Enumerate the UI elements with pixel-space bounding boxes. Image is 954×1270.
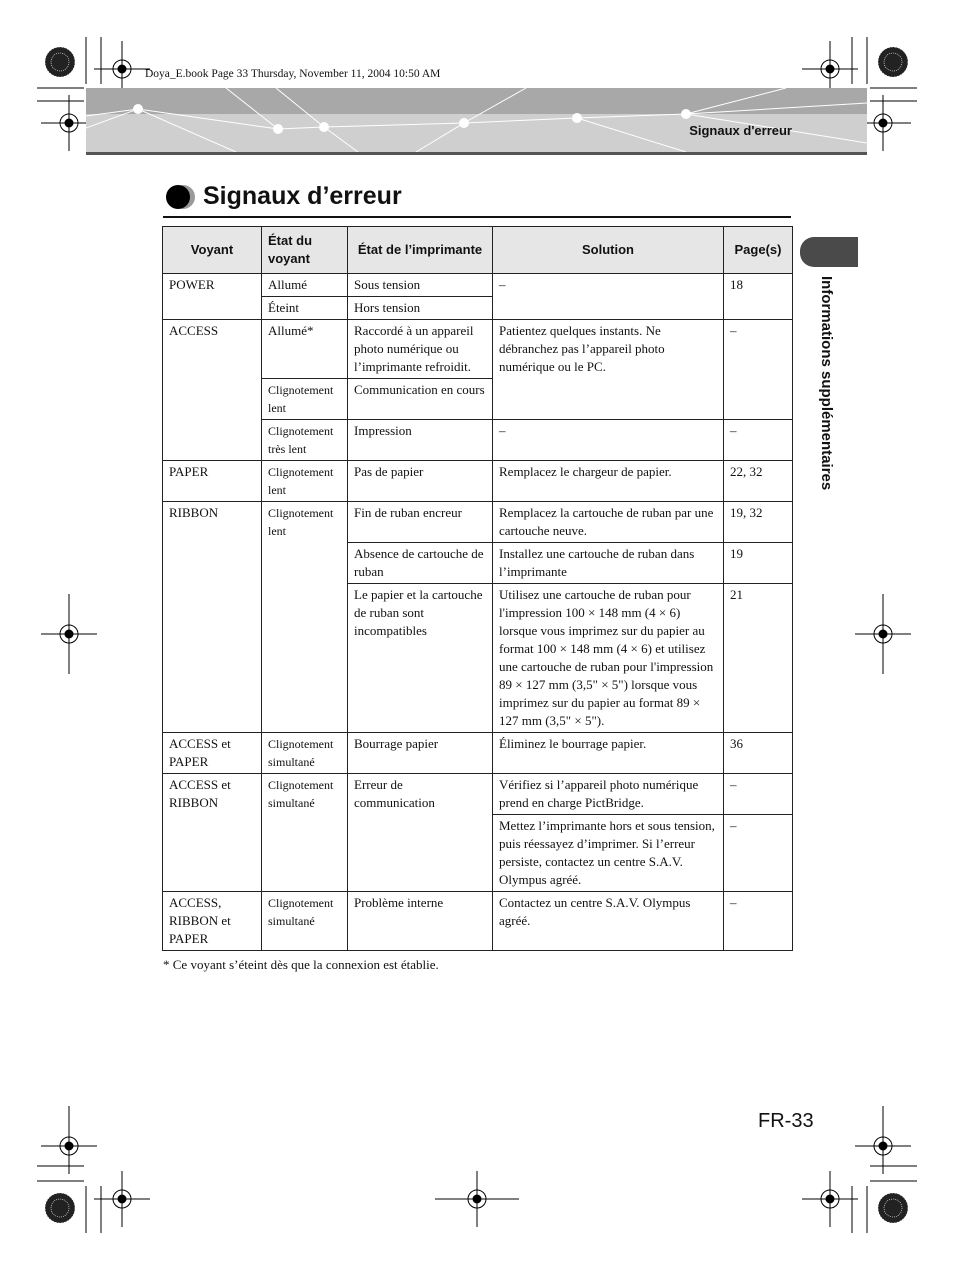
table-cell: Absence de cartouche de ruban (348, 543, 493, 584)
table-cell: Vérifiez si l’appareil photo numérique prend en charge PictBridge. (493, 774, 724, 815)
table-cell: 19, 32 (724, 502, 793, 543)
table-row (163, 320, 793, 379)
table-cell: ACCESS et RIBBON (163, 774, 262, 892)
table-cell: – (724, 774, 793, 815)
table-cell: RIBBON (163, 502, 262, 733)
table-cell: 21 (724, 584, 793, 733)
table-row (163, 274, 793, 297)
table-row (163, 502, 793, 543)
table-cell: 19 (724, 543, 793, 584)
print-info: Doya_E.book Page 33 Thursday, November 11, 2004 10:50 AM (145, 68, 441, 80)
table-cell: Utilisez une cartouche de ruban pour l'impression 100 × 148 mm (4 × 6) lorsque vous imprimez sur du papier au format 100 × 148 mm (4 × 6) et utilisez une cartouche de ruban pour l'impression 89 × 127 mm (3,5" × 5") lorsque vous imprimez sur du papier au format 89 × 127 mm (3,5" × 5"). (493, 584, 724, 733)
title-bar (163, 180, 791, 218)
table-cell: Éteint (262, 297, 348, 320)
table-cell: Mettez l’imprimante hors et sous tension, puis réessayez d’imprimer. Si l’erreur persiste, contactez un centre S.A.V. Olympus agréé. (493, 815, 724, 892)
table-cell: Allumé (262, 274, 348, 297)
table-cell: Allumé* (262, 320, 348, 379)
table-cell: – (724, 320, 793, 420)
header-band (86, 88, 867, 152)
table-cell: Erreur de communication (348, 774, 493, 892)
table-cell: Éliminez le bourrage papier. (493, 733, 724, 774)
table-cell: Communication en cours (348, 379, 493, 420)
table-cell: – (493, 274, 724, 320)
table-cell: Fin de ruban encreur (348, 502, 493, 543)
table-cell: Problème interne (348, 892, 493, 951)
table-cell: – (724, 815, 793, 892)
table-cell: – (493, 420, 724, 461)
table-cell: Clignotement simultané (262, 774, 348, 892)
table-cell: Patientez quelques instants. Ne débranchez pas l’appareil photo numérique ou le PC. (493, 320, 724, 420)
table-cell: Impression (348, 420, 493, 461)
table-cell: – (724, 420, 793, 461)
table-row (163, 774, 793, 815)
table-cell: Bourrage papier (348, 733, 493, 774)
table-cell: POWER (163, 274, 262, 320)
table-cell: 22, 32 (724, 461, 793, 502)
side-tab (800, 237, 858, 267)
table-cell: Remplacez le chargeur de papier. (493, 461, 724, 502)
header-section-title: Signaux d'erreur (689, 123, 792, 138)
table-cell: Raccordé à un appareil photo numérique ou l’imprimante refroidit. (348, 320, 493, 379)
table-cell: 36 (724, 733, 793, 774)
error-signals-table (162, 226, 793, 951)
table-cell: PAPER (163, 461, 262, 502)
bullet-circle-icon (165, 182, 195, 212)
table-cell: Clignotement lent (262, 461, 348, 502)
column-header: Page(s) (724, 227, 793, 274)
table-cell: ACCESS et PAPER (163, 733, 262, 774)
table-cell: Contactez un centre S.A.V. Olympus agréé. (493, 892, 724, 951)
table-cell: Remplacez la cartouche de ruban par une cartouche neuve. (493, 502, 724, 543)
table-cell: Installez une cartouche de ruban dans l’imprimante (493, 543, 724, 584)
table-cell: Sous tension (348, 274, 493, 297)
header-rule (86, 152, 867, 155)
table-cell: Clignotement simultané (262, 892, 348, 951)
table-row (163, 461, 793, 502)
table-cell: Clignotement simultané (262, 733, 348, 774)
column-header: Voyant (163, 227, 262, 274)
table-header-row (163, 227, 793, 274)
table-cell: 18 (724, 274, 793, 320)
table-cell: ACCESS, RIBBON et PAPER (163, 892, 262, 951)
footnote: * Ce voyant s’éteint dès que la connexion est établie. (163, 957, 439, 972)
table-cell: – (724, 892, 793, 951)
table-cell: Clignotement très lent (262, 420, 348, 461)
table-cell: Clignotement lent (262, 379, 348, 420)
table-row (163, 733, 793, 774)
column-header: État du voyant (262, 227, 348, 274)
column-header: Solution (493, 227, 724, 274)
column-header: État de l’imprimante (348, 227, 493, 274)
table-cell: ACCESS (163, 320, 262, 461)
table-cell: Clignotement lent (262, 502, 348, 733)
side-section-label: Informations supplémentaires (818, 276, 835, 491)
page-number: FR-33 (758, 1110, 814, 1132)
table-cell: Le papier et la cartouche de ruban sont incompatibles (348, 584, 493, 733)
page-title: Signaux d’erreur (203, 182, 402, 210)
table-cell: Hors tension (348, 297, 493, 320)
table-row (163, 892, 793, 951)
table-cell: Pas de papier (348, 461, 493, 502)
